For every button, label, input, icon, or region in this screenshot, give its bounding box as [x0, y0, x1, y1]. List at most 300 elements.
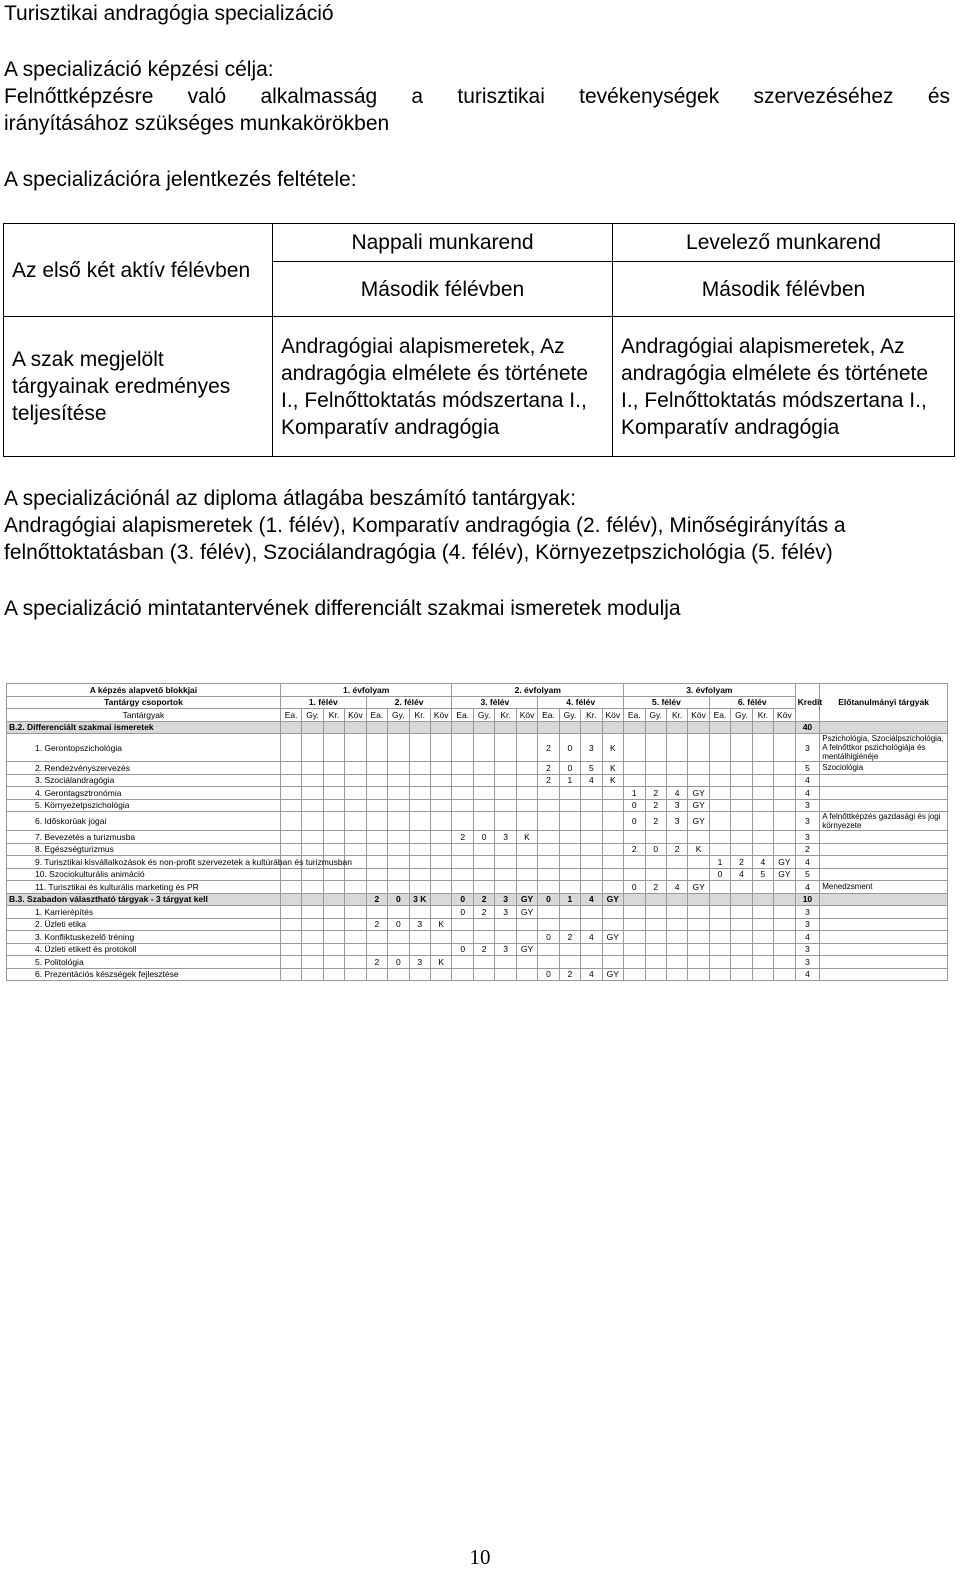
value-cell: K — [602, 734, 624, 762]
col-header: Ea. — [538, 709, 559, 722]
value-cell: GY — [774, 856, 796, 869]
value-cell — [366, 868, 387, 881]
value-cell — [645, 774, 666, 787]
value-cell — [366, 931, 387, 944]
value-cell — [752, 931, 773, 944]
value-cell — [302, 831, 323, 844]
requirements-table — [3, 223, 955, 457]
value-cell: 3 — [666, 812, 687, 831]
value-cell — [302, 868, 323, 881]
value-cell — [345, 893, 366, 906]
value-cell — [752, 734, 773, 762]
credit-cell: 3 — [795, 734, 820, 762]
value-cell — [409, 868, 430, 881]
col-header: Kr. — [752, 709, 773, 722]
value-cell — [731, 831, 752, 844]
table-row — [7, 856, 948, 869]
semester-header: 1. félév — [280, 696, 366, 709]
value-cell — [581, 721, 602, 734]
value-cell — [473, 956, 494, 969]
value-cell: 1 — [559, 774, 580, 787]
col-header: Gy. — [559, 709, 580, 722]
value-cell — [516, 843, 537, 856]
value-cell — [752, 762, 773, 775]
value-cell — [774, 734, 796, 762]
subject-name: 4. Üzleti etikett és protokoll — [7, 943, 281, 956]
value-cell — [731, 906, 752, 919]
value-cell — [516, 931, 537, 944]
value-cell — [516, 774, 537, 787]
prereq-cell — [820, 906, 948, 919]
year-header: 3. évfolyam — [624, 684, 796, 697]
value-cell — [731, 762, 752, 775]
table-row — [7, 918, 948, 931]
value-cell — [409, 968, 430, 981]
value-cell — [709, 831, 730, 844]
value-cell — [666, 856, 687, 869]
value-cell — [302, 956, 323, 969]
year-header: 1. évfolyam — [280, 684, 452, 697]
value-cell — [559, 943, 580, 956]
value-cell — [752, 906, 773, 919]
value-cell: 2 — [538, 734, 559, 762]
value-cell: 3 — [495, 831, 516, 844]
value-cell — [538, 843, 559, 856]
value-cell: 2 — [473, 906, 494, 919]
value-cell: 2 — [473, 943, 494, 956]
value-cell — [538, 787, 559, 800]
value-cell — [559, 906, 580, 919]
value-cell — [581, 799, 602, 812]
prereq-cell: Szociológia — [820, 762, 948, 775]
col-header: Gy. — [731, 709, 752, 722]
value-cell — [774, 906, 796, 919]
value-cell — [323, 721, 344, 734]
value-cell — [624, 918, 645, 931]
value-cell — [323, 906, 344, 919]
value-cell: 3 — [495, 943, 516, 956]
subject-name: 3. Szociálandragógia — [7, 774, 281, 787]
value-cell: GY — [688, 812, 709, 831]
value-cell — [388, 868, 409, 881]
value-cell: K — [430, 956, 452, 969]
value-cell — [409, 843, 430, 856]
credit-cell: 3 — [795, 906, 820, 919]
value-cell — [473, 734, 494, 762]
value-cell — [323, 843, 344, 856]
value-cell — [559, 843, 580, 856]
value-cell — [409, 856, 430, 869]
value-cell — [538, 868, 559, 881]
value-cell — [688, 968, 709, 981]
value-cell — [409, 943, 430, 956]
value-cell — [366, 812, 387, 831]
value-cell — [495, 762, 516, 775]
value-cell — [688, 893, 709, 906]
value-cell — [388, 812, 409, 831]
header-row — [7, 684, 948, 697]
value-cell: 4 — [581, 968, 602, 981]
value-cell — [666, 831, 687, 844]
value-cell — [323, 831, 344, 844]
table-row — [7, 956, 948, 969]
credit-cell: 5 — [795, 868, 820, 881]
value-cell: 4 — [731, 868, 752, 881]
prereq-cell — [820, 868, 948, 881]
value-cell — [666, 931, 687, 944]
page-number: 10 — [469, 1545, 491, 1569]
value-cell — [388, 856, 409, 869]
value-cell — [323, 893, 344, 906]
value-cell — [581, 906, 602, 919]
value-cell — [430, 856, 452, 869]
value-cell — [688, 918, 709, 931]
value-cell — [430, 812, 452, 831]
credit-cell: 3 — [795, 831, 820, 844]
value-cell — [688, 906, 709, 919]
value-cell — [538, 943, 559, 956]
value-cell — [430, 734, 452, 762]
value-cell — [495, 868, 516, 881]
col-header: Gy. — [302, 709, 323, 722]
value-cell — [366, 734, 387, 762]
value-cell — [302, 799, 323, 812]
value-cell — [430, 774, 452, 787]
module-heading: A specializáció mintatantervének differenciált szakmai ismeretek modulja — [4, 597, 681, 620]
credit-header: Kredit — [795, 684, 820, 722]
value-cell — [302, 906, 323, 919]
diploma-text: Andragógiai alapismeretek (1. félév), Komparatív andragógia (2. félév), Minőségirányítás a felnőttoktatásban (3. félév), Szociálandragógia (4. félév), Környezetpszichológia (5. félév) — [4, 514, 846, 564]
value-cell: 0 — [709, 868, 730, 881]
value-cell — [774, 943, 796, 956]
value-cell — [774, 881, 796, 894]
value-cell — [731, 799, 752, 812]
prereq-cell — [820, 918, 948, 931]
col-header: Kr. — [581, 709, 602, 722]
credit-cell: 4 — [795, 774, 820, 787]
value-cell — [345, 881, 366, 894]
value-cell — [323, 787, 344, 800]
value-cell — [345, 774, 366, 787]
value-cell — [774, 799, 796, 812]
value-cell — [645, 918, 666, 931]
value-cell: 1 — [559, 893, 580, 906]
credit-cell: 4 — [795, 787, 820, 800]
value-cell: 2 — [624, 843, 645, 856]
value-cell: 2 — [366, 918, 387, 931]
value-cell — [709, 968, 730, 981]
table-row — [7, 868, 948, 881]
credit-cell: 3 — [795, 956, 820, 969]
value-cell — [581, 956, 602, 969]
credit-cell: 2 — [795, 843, 820, 856]
prereq-cell: Pszichológia, Szociálpszichológia, A felnőttkor pszichológiája és mentálhigiénéje — [820, 734, 948, 762]
value-cell — [559, 881, 580, 894]
value-cell — [774, 931, 796, 944]
value-cell — [345, 968, 366, 981]
value-cell — [345, 918, 366, 931]
prereq-cell — [820, 831, 948, 844]
value-cell — [280, 831, 301, 844]
value-cell — [280, 787, 301, 800]
value-cell: GY — [774, 868, 796, 881]
value-cell — [452, 968, 473, 981]
value-cell — [516, 721, 537, 734]
correspondence-semester: Második félévben — [613, 262, 955, 317]
value-cell — [388, 881, 409, 894]
value-cell — [752, 843, 773, 856]
semester-header: 6. félév — [709, 696, 795, 709]
value-cell: GY — [516, 893, 537, 906]
value-cell: 3 — [409, 956, 430, 969]
value-cell: K — [602, 774, 624, 787]
value-cell — [388, 774, 409, 787]
value-cell: 4 — [666, 787, 687, 800]
value-cell — [709, 881, 730, 894]
value-cell: 5 — [752, 868, 773, 881]
col-header: Ea. — [366, 709, 387, 722]
value-cell — [645, 931, 666, 944]
value-cell — [666, 956, 687, 969]
value-cell — [538, 799, 559, 812]
value-cell — [752, 799, 773, 812]
value-cell — [774, 918, 796, 931]
table-row — [7, 774, 948, 787]
prereq-cell — [820, 787, 948, 800]
value-cell — [495, 843, 516, 856]
value-cell — [366, 943, 387, 956]
value-cell — [323, 881, 344, 894]
daytime-semester: Második félévben — [273, 262, 613, 317]
value-cell — [452, 843, 473, 856]
prereq-cell: A felnőttképzés gazdasági és jogi környezete — [820, 812, 948, 831]
value-cell — [323, 956, 344, 969]
value-cell — [345, 721, 366, 734]
value-cell — [645, 734, 666, 762]
value-cell — [323, 812, 344, 831]
value-cell: 0 — [388, 918, 409, 931]
credit-cell: 4 — [795, 856, 820, 869]
value-cell: 2 — [731, 856, 752, 869]
value-cell — [495, 881, 516, 894]
value-cell: GY — [688, 881, 709, 894]
value-cell — [366, 843, 387, 856]
table-row — [7, 968, 948, 981]
prereq-cell — [820, 968, 948, 981]
value-cell — [495, 734, 516, 762]
value-cell — [280, 762, 301, 775]
value-cell — [473, 774, 494, 787]
value-cell: 4 — [581, 774, 602, 787]
value-cell — [709, 956, 730, 969]
value-cell: GY — [516, 943, 537, 956]
value-cell: 2 — [645, 881, 666, 894]
value-cell — [752, 893, 773, 906]
value-cell — [559, 812, 580, 831]
goal-text-line1: Felnőttképzésre való alkalmasság a turisztikai tevékenységek szervezéséhez és — [4, 85, 950, 108]
value-cell: 0 — [559, 734, 580, 762]
value-cell — [774, 968, 796, 981]
value-cell — [602, 812, 624, 831]
value-cell: 0 — [624, 799, 645, 812]
value-cell — [302, 843, 323, 856]
value-cell — [452, 918, 473, 931]
value-cell — [581, 843, 602, 856]
value-cell — [409, 734, 430, 762]
year-header: 2. évfolyam — [452, 684, 624, 697]
value-cell — [409, 774, 430, 787]
value-cell — [624, 906, 645, 919]
value-cell — [345, 868, 366, 881]
value-cell — [473, 721, 494, 734]
value-cell — [452, 868, 473, 881]
value-cell — [645, 868, 666, 881]
value-cell: 2 — [645, 787, 666, 800]
value-cell — [452, 931, 473, 944]
value-cell — [409, 762, 430, 775]
semester-header: 4. félév — [538, 696, 624, 709]
value-cell — [752, 968, 773, 981]
col-header: Köv — [602, 709, 624, 722]
value-cell — [430, 943, 452, 956]
subject-name: 10. Szociokulturális animáció — [7, 868, 281, 881]
value-cell — [774, 787, 796, 800]
value-cell — [688, 734, 709, 762]
section-row — [7, 893, 948, 906]
value-cell — [452, 881, 473, 894]
value-cell — [345, 956, 366, 969]
value-cell — [559, 868, 580, 881]
col-header: Gy. — [645, 709, 666, 722]
value-cell — [752, 812, 773, 831]
value-cell — [452, 799, 473, 812]
value-cell — [452, 762, 473, 775]
value-cell — [430, 868, 452, 881]
value-cell — [323, 868, 344, 881]
value-cell: GY — [688, 799, 709, 812]
value-cell — [559, 787, 580, 800]
value-cell: 2 — [559, 931, 580, 944]
value-cell — [280, 931, 301, 944]
value-cell: 5 — [581, 762, 602, 775]
value-cell — [709, 893, 730, 906]
prereq-cell: Menedzsment — [820, 881, 948, 894]
value-cell: 3 — [495, 893, 516, 906]
value-cell — [473, 931, 494, 944]
correspondence-header: Levelező munkarend — [613, 224, 955, 262]
credit-cell: 4 — [795, 931, 820, 944]
value-cell — [666, 762, 687, 775]
value-cell — [280, 893, 301, 906]
value-cell — [345, 762, 366, 775]
value-cell — [388, 906, 409, 919]
value-cell — [323, 774, 344, 787]
value-cell — [345, 943, 366, 956]
value-cell — [581, 943, 602, 956]
value-cell — [602, 868, 624, 881]
value-cell: 2 — [366, 893, 387, 906]
value-cell: 3 — [581, 734, 602, 762]
value-cell — [752, 881, 773, 894]
value-cell — [731, 968, 752, 981]
module-table-wrap — [6, 683, 948, 1047]
prereq-header: Előtanulmányi tárgyak — [820, 684, 948, 722]
prereq-cell — [820, 799, 948, 812]
subject-name: 6. Időskorúak jogai — [7, 812, 281, 831]
value-cell — [409, 812, 430, 831]
value-cell: 4 — [666, 881, 687, 894]
value-cell — [323, 762, 344, 775]
value-cell — [302, 943, 323, 956]
value-cell — [516, 734, 537, 762]
value-cell: GY — [602, 968, 624, 981]
value-cell — [774, 831, 796, 844]
value-cell — [602, 956, 624, 969]
semester-header: 3. félév — [452, 696, 538, 709]
value-cell — [345, 787, 366, 800]
daytime-header: Nappali munkarend — [273, 224, 613, 262]
value-cell — [388, 762, 409, 775]
value-cell — [752, 943, 773, 956]
value-cell — [388, 968, 409, 981]
value-cell — [516, 812, 537, 831]
value-cell — [345, 734, 366, 762]
value-cell — [280, 956, 301, 969]
value-cell — [581, 812, 602, 831]
subject-name: 4. Gerontagsztronómia — [7, 787, 281, 800]
page-title: Turisztikai andragógia specializáció — [4, 2, 334, 25]
value-cell — [538, 856, 559, 869]
value-cell — [473, 812, 494, 831]
value-cell — [688, 831, 709, 844]
value-cell — [473, 799, 494, 812]
value-cell — [323, 968, 344, 981]
value-cell — [302, 918, 323, 931]
value-cell — [624, 956, 645, 969]
value-cell — [430, 787, 452, 800]
value-cell: 3 K — [409, 893, 430, 906]
value-cell — [516, 918, 537, 931]
value-cell — [774, 721, 796, 734]
value-cell — [688, 721, 709, 734]
value-cell — [452, 734, 473, 762]
value-cell: K — [430, 918, 452, 931]
value-cell: 2 — [645, 799, 666, 812]
value-cell: 0 — [624, 881, 645, 894]
value-cell — [366, 721, 387, 734]
value-cell — [581, 868, 602, 881]
table-row — [7, 931, 948, 944]
value-cell — [280, 943, 301, 956]
value-cell: 3 — [666, 799, 687, 812]
table-row — [7, 943, 948, 956]
value-cell — [366, 856, 387, 869]
subject-name: 2. Üzleti etika — [7, 918, 281, 931]
value-cell — [516, 787, 537, 800]
value-cell — [559, 831, 580, 844]
value-cell — [473, 843, 494, 856]
value-cell — [516, 881, 537, 894]
value-cell: GY — [688, 787, 709, 800]
value-cell — [602, 787, 624, 800]
value-cell: 2 — [366, 956, 387, 969]
value-cell — [688, 762, 709, 775]
value-cell: 2 — [538, 762, 559, 775]
value-cell — [388, 943, 409, 956]
value-cell — [430, 893, 452, 906]
value-cell — [731, 843, 752, 856]
value-cell — [430, 799, 452, 812]
